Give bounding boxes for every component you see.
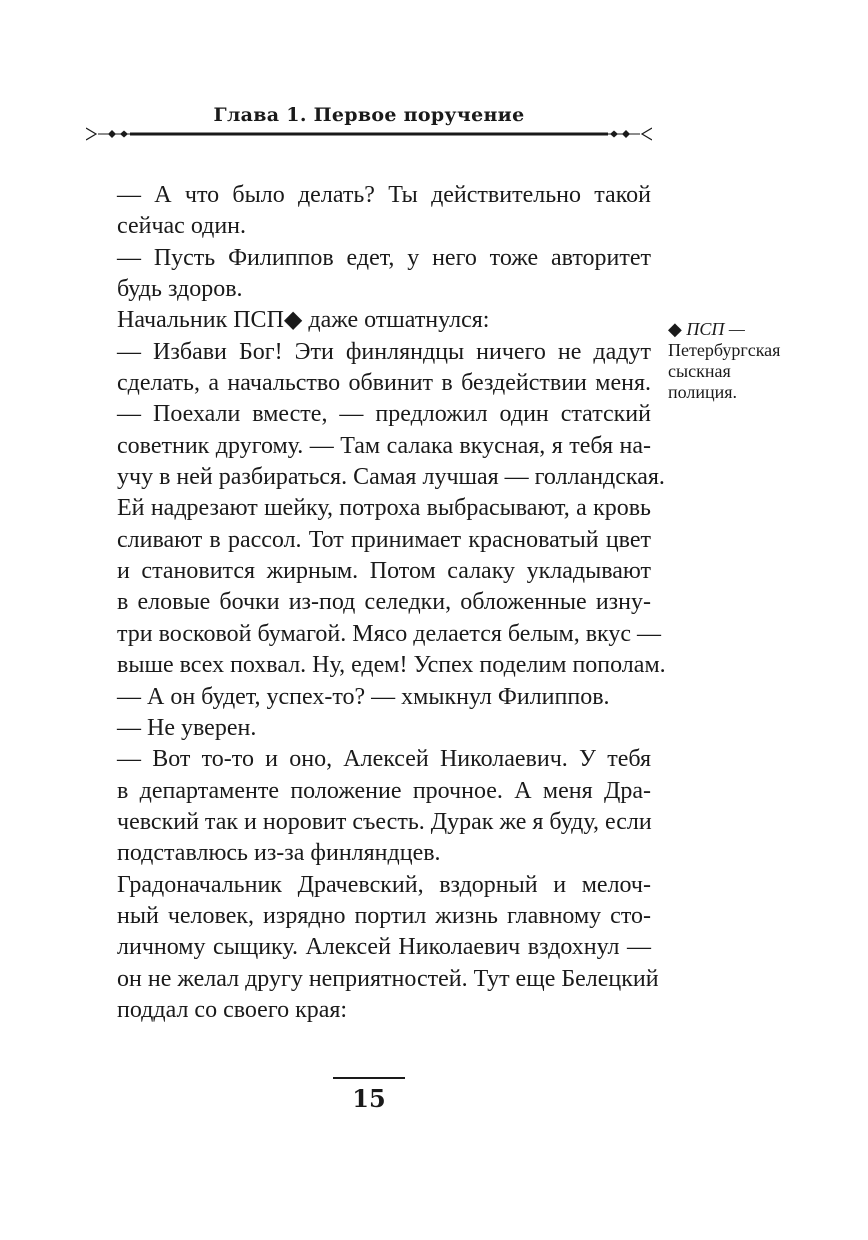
text-line: — Не уверен. <box>117 714 257 741</box>
main-text <box>117 180 666 1026</box>
margin-note-term: ◆ ПСП — <box>668 319 745 339</box>
text-line: учу в ней разбираться. Самая лучшая — голландская. <box>117 464 665 491</box>
text-line: поддал со своего края: <box>117 996 348 1023</box>
text-line: в еловые бочки из-под селедки, обложенные изну- <box>117 589 651 616</box>
margin-note <box>668 319 808 403</box>
text-line: — А он будет, успех-то? — хмыкнул Филиппов. <box>117 683 610 710</box>
chapter-title: Глава 1. Первое поручение <box>213 104 525 126</box>
text-line: — А что было делать? Ты действительно такой <box>117 182 651 208</box>
text-line: сливают в рассол. Тот принимает красноватый цвет <box>117 526 651 553</box>
header-ornament-rule <box>86 124 652 144</box>
text-line: — Поехали вместе, — предложил один статский <box>117 401 651 428</box>
text-line: ный человек, изрядно портил жизнь главному сто- <box>117 902 651 929</box>
text-line: три восковой бумагой. Мясо делается белым, вкус — <box>117 620 662 647</box>
text-line: — Пусть Филиппов едет, у него тоже авторитет <box>117 244 651 271</box>
text-line: личному сыщику. Алексей Николаевич вздохнул — <box>117 934 651 961</box>
text-line: Начальник ПСП◆ даже отшатнулся: <box>117 307 490 334</box>
text-line: он не желал другу неприятностей. Тут еще Белецкий <box>117 965 659 992</box>
text-line: будь здоров. <box>117 276 243 303</box>
text-line: советник другому. — Там салака вкусная, я тебя на- <box>117 432 651 459</box>
right-chevron <box>642 128 652 140</box>
page-number: 15 <box>352 1084 386 1113</box>
right-diamond-1 <box>610 131 618 138</box>
text-line: выше всех похвал. Ну, едем! Успех поделим пополам. <box>117 652 666 679</box>
text-line: Градоначальник Драчевский, вздорный и мелоч- <box>117 871 651 898</box>
text-line: — Вот то-то и оно, Алексей Николаевич. У тебя <box>117 746 651 773</box>
text-line: в департаменте положение прочное. А меня Дра- <box>117 777 651 804</box>
margin-note-line: полиция. <box>668 382 738 402</box>
text-line: подставлюсь из-за финляндцев. <box>117 840 441 867</box>
text-line: Ей надрезают шейку, потроха выбрасывают, а кровь <box>117 495 651 522</box>
page-number-rule <box>333 1077 405 1079</box>
right-diamond-2 <box>622 130 630 138</box>
margin-note-line: сыскная <box>668 361 731 381</box>
text-line: — Избави Бог! Эти финляндцы ничего не дадут <box>117 338 651 365</box>
text-line: и становится жирным. Потом салаку укладывают <box>117 558 651 585</box>
text-line: сделать, а начальство обвинит в бездействии меня. <box>117 370 651 397</box>
text-line: сейчас один. <box>117 213 247 240</box>
margin-note-line: Петербургская <box>668 340 781 360</box>
text-line: чевский так и норовит съесть. Дурак же я буду, если <box>117 808 652 835</box>
left-chevron <box>86 128 96 140</box>
